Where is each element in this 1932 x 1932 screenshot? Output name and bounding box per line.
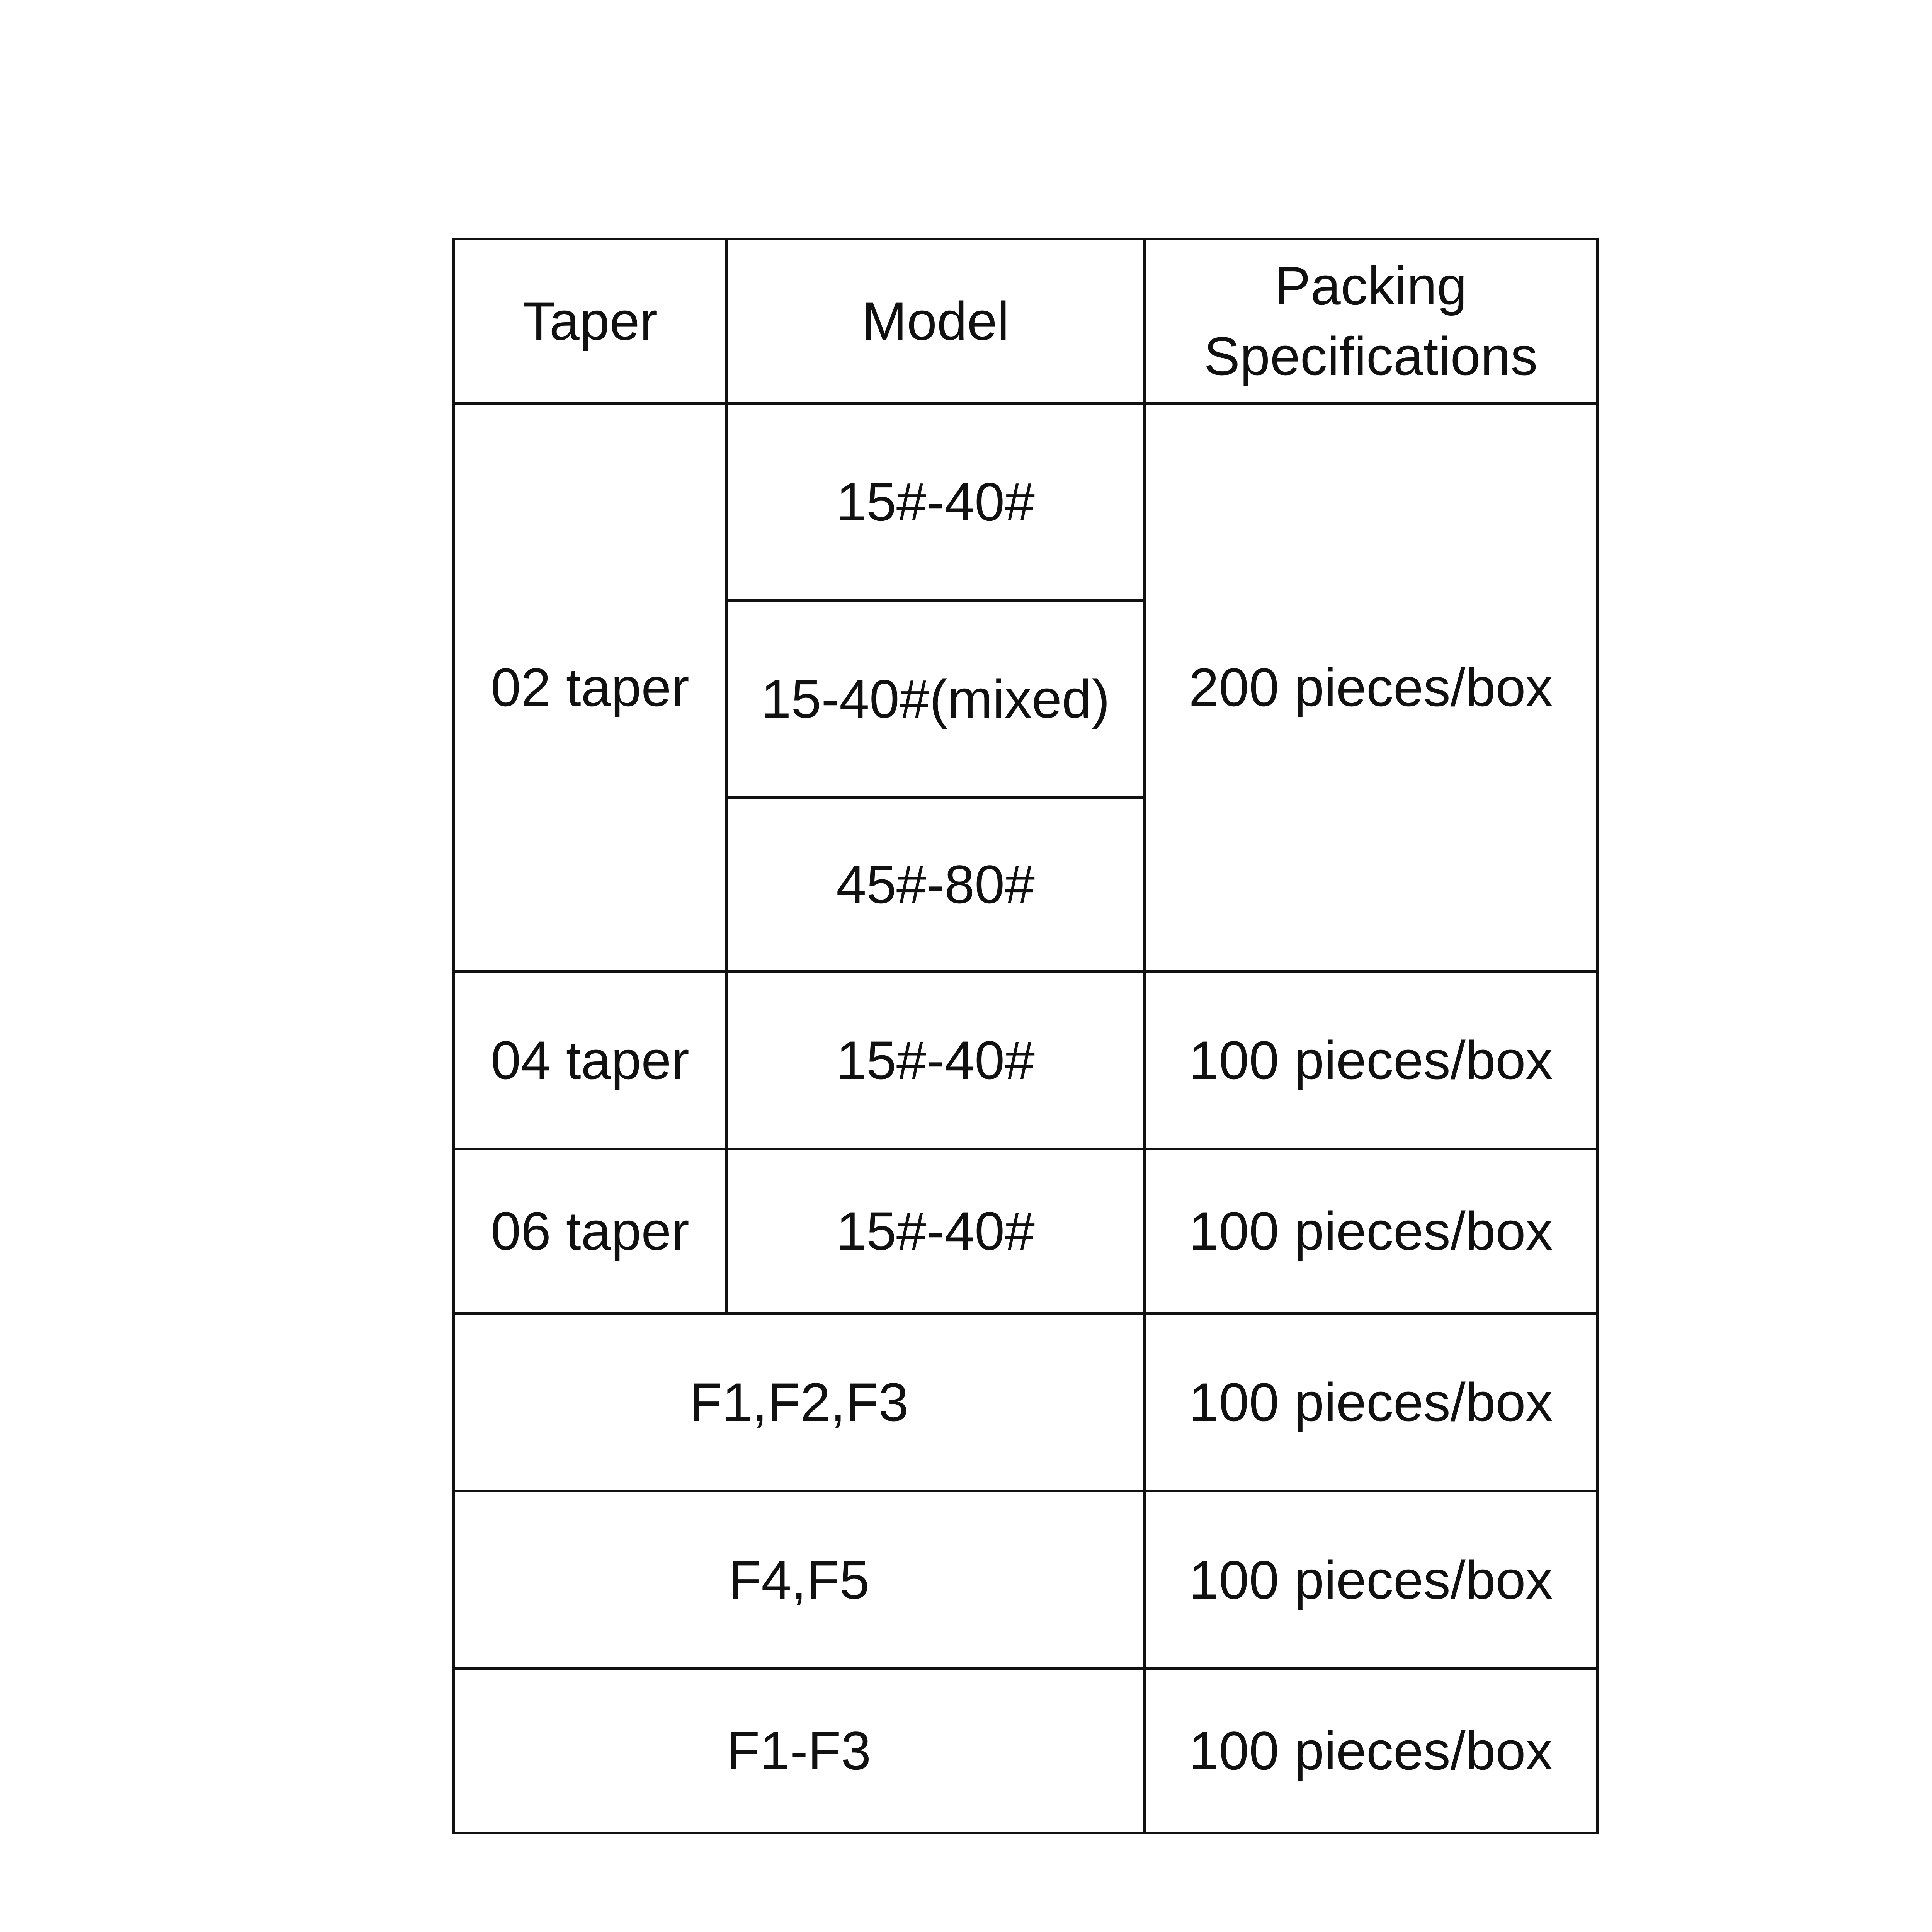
packing-spec-table [452,238,1599,1834]
table-row [454,1669,1597,1833]
model-cell-merged: F4,F5 [454,1491,1145,1669]
header-model: Model [727,239,1145,403]
header-packing-specifications: Packing Specifications [1145,239,1597,403]
taper-cell-04: 04 taper [454,971,727,1149]
model-cell-merged: F1-F3 [454,1669,1145,1833]
model-cell: 15#-40# [727,1149,1145,1313]
model-cell: 15-40#(mixed) [727,600,1145,798]
packing-cell: 100 pieces/box [1145,1313,1597,1491]
model-cell: 15#-40# [727,403,1145,600]
model-cell-merged: F1,F2,F3 [454,1313,1145,1491]
model-cell: 45#-80# [727,798,1145,971]
taper-cell-06: 06 taper [454,1149,727,1313]
packing-cell: 100 pieces/box [1145,1669,1597,1833]
taper-cell-02: 02 taper [454,403,727,971]
table-row [454,1491,1597,1669]
packing-cell: 100 pieces/box [1145,1491,1597,1669]
model-cell: 15#-40# [727,971,1145,1149]
header-taper: Taper [454,239,727,403]
packing-cell-02: 200 pieces/box [1145,403,1597,971]
packing-cell: 100 pieces/box [1145,971,1597,1149]
packing-cell: 100 pieces/box [1145,1149,1597,1313]
table-row [454,403,1597,600]
table-row [454,1313,1597,1491]
header-row [454,239,1597,403]
table-row [454,971,1597,1149]
table-row [454,1149,1597,1313]
